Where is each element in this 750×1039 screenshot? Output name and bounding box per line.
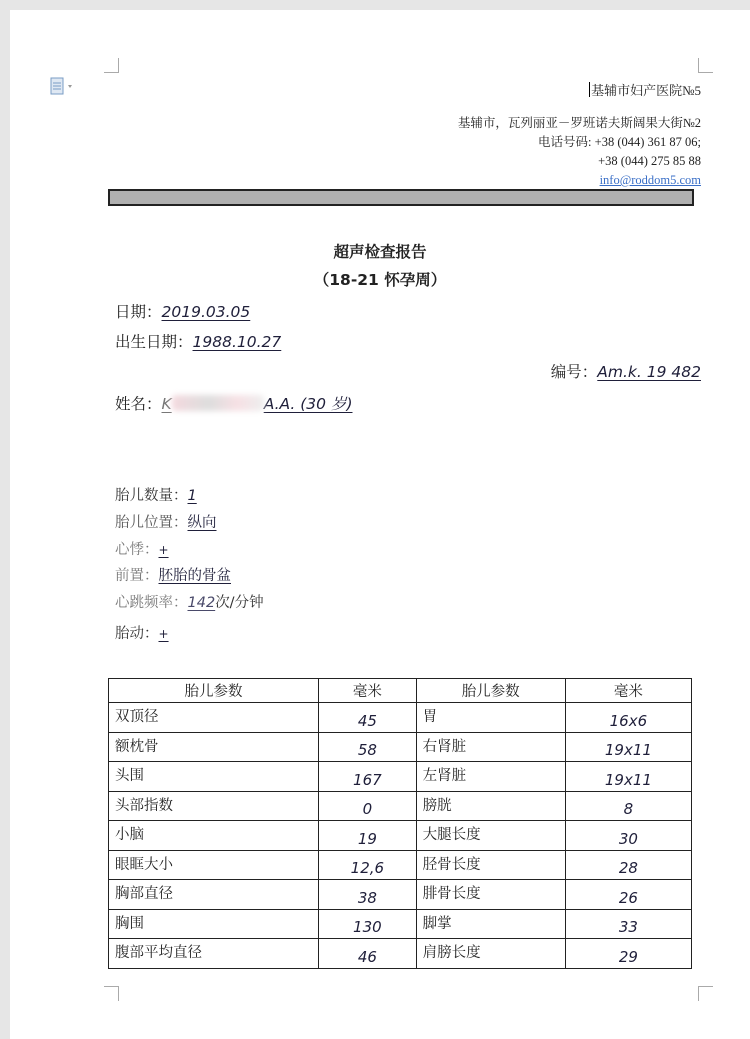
parameter-name-cell: 胸围 [109, 909, 319, 939]
hospital-phone-1: 电话号码: +38 (044) 361 87 06; [538, 135, 701, 149]
table-header-cell: 毫米 [565, 679, 691, 703]
heartbeat-label: 心悸： [115, 542, 159, 558]
parameter-name-cell: 脚掌 [416, 909, 565, 939]
parameter-value-cell: 19x11 [565, 762, 691, 792]
parameter-name-cell: 额枕骨 [109, 732, 319, 762]
fetal-position-field [115, 511, 217, 532]
parameter-name-cell: 胃 [416, 703, 565, 733]
date-field [115, 300, 250, 322]
heart-rate-value: 142 [187, 595, 216, 611]
parameter-name-cell: 右肾脏 [416, 732, 565, 762]
crop-mark-top-left [104, 58, 119, 73]
parameter-value-cell: 58 [319, 732, 417, 762]
report-number-label: 编号： [550, 363, 598, 381]
heartbeat-field [115, 538, 169, 559]
fetal-movement-field [115, 622, 169, 643]
report-subtitle: （18-21 怀孕周） [313, 271, 447, 289]
crop-mark-top-right [698, 58, 713, 73]
parameter-value-cell: 38 [319, 880, 417, 910]
parameter-value-cell: 46 [319, 939, 417, 969]
header-divider-band [108, 189, 694, 206]
table-row [109, 732, 692, 762]
patient-name-value: A.A. (30 岁) [263, 395, 353, 413]
parameter-value-cell: 29 [565, 939, 691, 969]
report-title: 超声检查报告 [333, 243, 427, 261]
presentation-label: 前置： [115, 568, 159, 584]
parameter-name-cell: 胫骨长度 [416, 850, 565, 880]
table-row [109, 939, 692, 969]
text-cursor [589, 82, 590, 97]
hospital-email-link[interactable]: info@roddom5.com [599, 173, 701, 187]
parameter-name-cell: 小脑 [109, 821, 319, 851]
heart-rate-label: 心跳频率： [115, 595, 188, 611]
parameter-name-cell: 左肾脏 [416, 762, 565, 792]
table-body [109, 703, 692, 969]
paste-options-icon[interactable] [50, 76, 78, 98]
fetal-parameters-table [108, 678, 692, 969]
parameter-name-cell: 眼眶大小 [109, 850, 319, 880]
heartbeat-value: + [158, 543, 169, 557]
date-label: 日期： [115, 303, 162, 321]
table-header-row [109, 679, 692, 703]
table-header-cell: 胎儿参数 [109, 679, 319, 703]
table-row [109, 880, 692, 910]
parameter-name-cell: 头部指数 [109, 791, 319, 821]
table-row [109, 762, 692, 792]
parameter-value-cell: 12,6 [319, 850, 417, 880]
fetal-count-field [115, 484, 197, 505]
presentation-value: 胚胎的骨盆 [158, 568, 231, 584]
table-header-cell: 胎儿参数 [416, 679, 565, 703]
parameter-value-cell: 19x11 [565, 732, 691, 762]
crop-mark-bottom-left [104, 986, 119, 1001]
parameter-value-cell: 33 [565, 909, 691, 939]
document-page [10, 10, 750, 1039]
birth-date-value: 1988.10.27 [192, 333, 282, 351]
fetal-position-label: 胎儿位置： [115, 515, 188, 531]
fetal-movement-label: 胎动： [115, 626, 159, 642]
hospital-name-text: 基辅市妇产医院№5 [591, 83, 701, 98]
birth-date-label: 出生日期： [115, 333, 193, 351]
parameter-name-cell: 腓骨长度 [416, 880, 565, 910]
parameter-name-cell: 腹部平均直径 [109, 939, 319, 969]
fetal-movement-value: + [158, 627, 169, 641]
date-value: 2019.03.05 [161, 303, 251, 321]
fetal-count-label: 胎儿数量： [115, 488, 188, 504]
parameter-name-cell: 膀胱 [416, 791, 565, 821]
patient-name-initial: K [161, 395, 172, 413]
table-row [109, 703, 692, 733]
heart-rate-unit: 次/分钟 [215, 595, 264, 611]
parameter-value-cell: 28 [565, 850, 691, 880]
parameter-value-cell: 26 [565, 880, 691, 910]
hospital-phone-2: +38 (044) 275 85 88 [598, 154, 701, 168]
parameter-name-cell: 头围 [109, 762, 319, 792]
fetal-position-value: 纵向 [187, 515, 217, 531]
parameter-value-cell: 16x6 [565, 703, 691, 733]
fetal-count-value: 1 [187, 488, 197, 504]
parameter-value-cell: 130 [319, 909, 417, 939]
parameter-name-cell: 双顶径 [109, 703, 319, 733]
parameter-value-cell: 8 [565, 791, 691, 821]
table-header-cell: 毫米 [319, 679, 417, 703]
birth-date-field [115, 330, 281, 352]
heart-rate-field [115, 591, 264, 612]
redacted-name-blur [172, 395, 264, 411]
parameter-name-cell: 大腿长度 [416, 821, 565, 851]
hospital-email[interactable] [600, 171, 701, 190]
patient-name-label: 姓名： [115, 395, 162, 413]
table-row [109, 821, 692, 851]
parameter-value-cell: 0 [319, 791, 417, 821]
table-row [109, 850, 692, 880]
parameter-name-cell: 肩膀长度 [416, 939, 565, 969]
presentation-field [115, 564, 231, 585]
hospital-name [589, 80, 701, 99]
parameter-value-cell: 45 [319, 703, 417, 733]
hospital-address: 基辅市，瓦列丽亚－罗班诺夫斯阔果大街№2 [457, 116, 701, 130]
patient-name-field [115, 392, 353, 414]
parameter-value-cell: 167 [319, 762, 417, 792]
table-row [109, 909, 692, 939]
parameter-value-cell: 19 [319, 821, 417, 851]
table-row [109, 791, 692, 821]
parameter-value-cell: 30 [565, 821, 691, 851]
report-number-field [551, 360, 701, 382]
crop-mark-bottom-right [698, 986, 713, 1001]
parameter-name-cell: 胸部直径 [109, 880, 319, 910]
report-number-value: Am.k. 19 482 [597, 363, 701, 381]
